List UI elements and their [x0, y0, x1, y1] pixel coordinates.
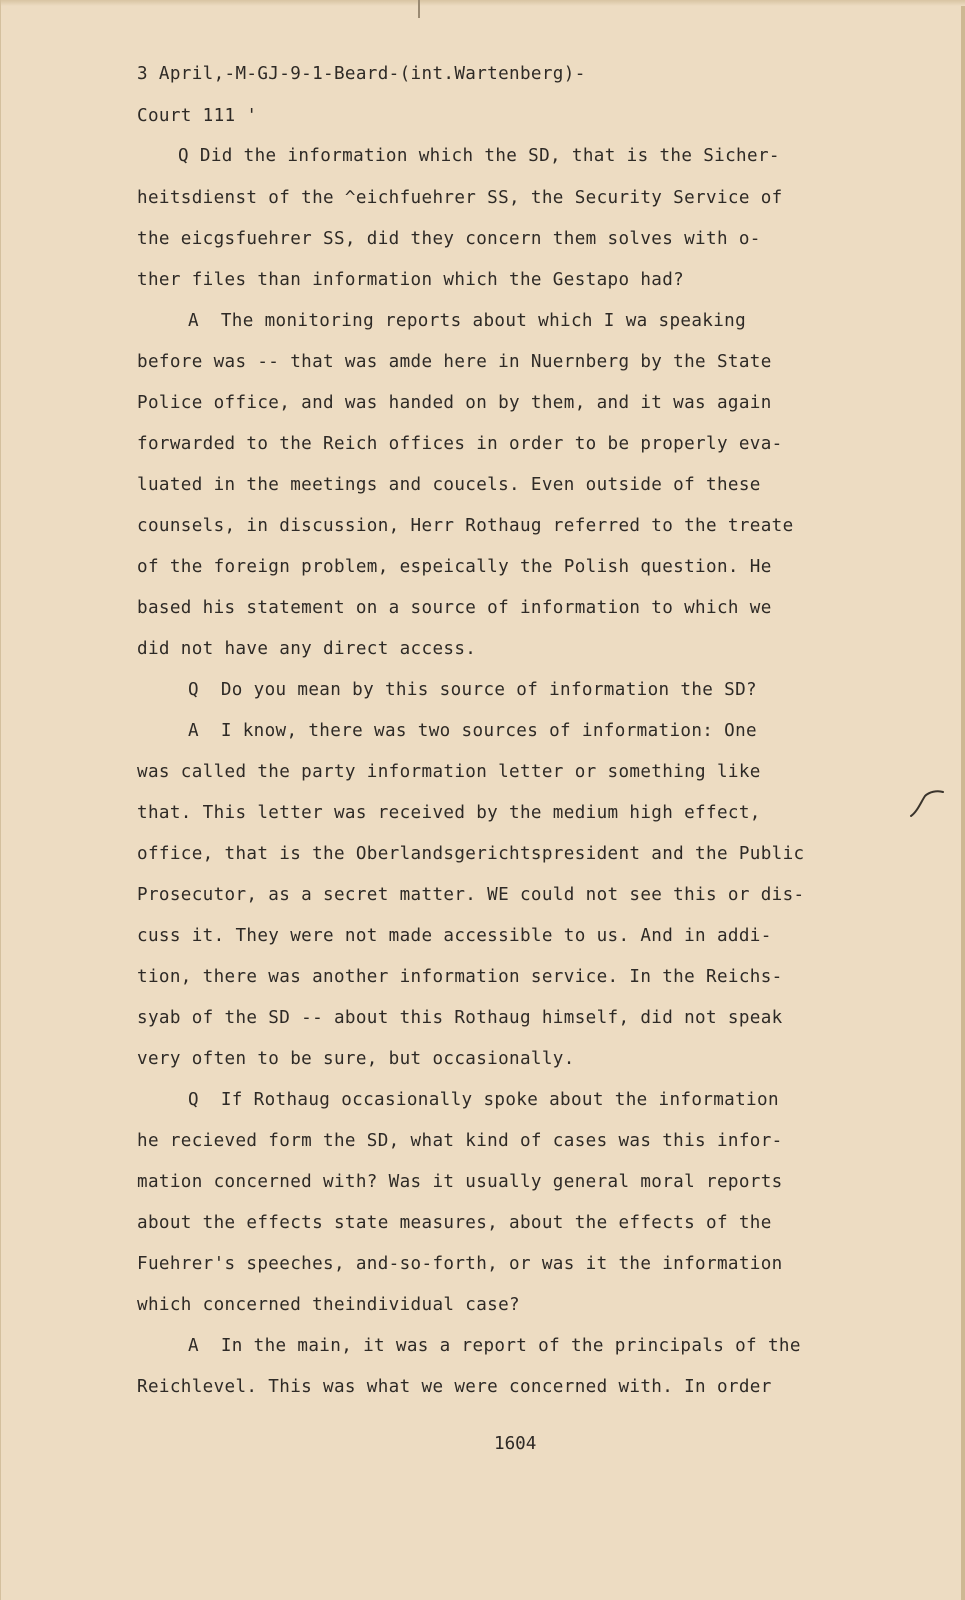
- transcript-line: Q If Rothaug occasionally spoke about the information: [188, 1090, 779, 1110]
- transcript-line: the eicgsfuehrer SS, did they concern them solves with o-: [137, 229, 761, 249]
- transcript-line: A I know, there was two sources of information: One: [188, 721, 758, 741]
- transcript-line: which concerned theindividual case?: [137, 1295, 520, 1315]
- transcript-line: luated in the meetings and coucels. Even outside of these: [137, 475, 761, 495]
- transcript-line: office, that is the Oberlandsgerichtspresident and the Public: [137, 844, 805, 864]
- transcript-line: A In the main, it was a report of the principals of the: [188, 1336, 801, 1356]
- transcript-line: based his statement on a source of information to which we: [137, 598, 772, 618]
- transcript-line: syab of the SD -- about this Rothaug himself, did not speak: [137, 1008, 783, 1028]
- margin-check-mark: [907, 790, 947, 820]
- transcript-line: ther files than information which the Gestapo had?: [137, 270, 685, 290]
- transcript-line: about the effects state measures, about the effects of the: [137, 1213, 772, 1233]
- transcript-line: counsels, in discussion, Herr Rothaug referred to the treate: [137, 516, 794, 536]
- transcript-line: A The monitoring reports about which I wa speaking: [188, 311, 747, 331]
- transcript-line: mation concerned with? Was it usually general moral reports: [137, 1172, 783, 1192]
- transcript-line: Prosecutor, as a secret matter. WE could not see this or dis-: [137, 885, 805, 905]
- transcript-line: cuss it. They were not made accessible to us. And in addi-: [137, 926, 772, 946]
- case-header-line: 3 April,-M-GJ-9-1-Beard-(int.Wartenberg)-: [137, 64, 586, 84]
- transcript-line: was called the party information letter or something like: [137, 762, 761, 782]
- transcript-line: did not have any direct access.: [137, 639, 477, 659]
- transcript-line: of the foreign problem, espeically the Polish question. He: [137, 557, 772, 577]
- court-label: Court 111 ': [137, 106, 258, 126]
- transcript-body: [1, 0, 965, 1600]
- transcript-line: before was -- that was amde here in Nuernberg by the State: [137, 352, 772, 372]
- transcript-line: heitsdienst of the ^eichfuehrer SS, the Security Service of: [137, 188, 783, 208]
- page-number: 1604: [494, 1434, 537, 1454]
- transcript-line: forwarded to the Reich offices in order to be properly eva-: [137, 434, 783, 454]
- transcript-line: Q Did the information which the SD, that is the Sicher-: [178, 146, 780, 166]
- transcript-line: that. This letter was received by the medium high effect,: [137, 803, 761, 823]
- transcript-line: he recieved form the SD, what kind of cases was this infor-: [137, 1131, 783, 1151]
- transcript-line: Fuehrer's speeches, and-so-forth, or was it the information: [137, 1254, 783, 1274]
- transcript-line: Police office, and was handed on by them, and it was again: [137, 393, 772, 413]
- transcript-line: very often to be sure, but occasionally.: [137, 1049, 575, 1069]
- transcript-line: Q Do you mean by this source of information the SD?: [188, 680, 758, 700]
- transcript-line: tion, there was another information service. In the Reichs-: [137, 967, 783, 987]
- transcript-line: Reichlevel. This was what we were concerned with. In order: [137, 1377, 772, 1397]
